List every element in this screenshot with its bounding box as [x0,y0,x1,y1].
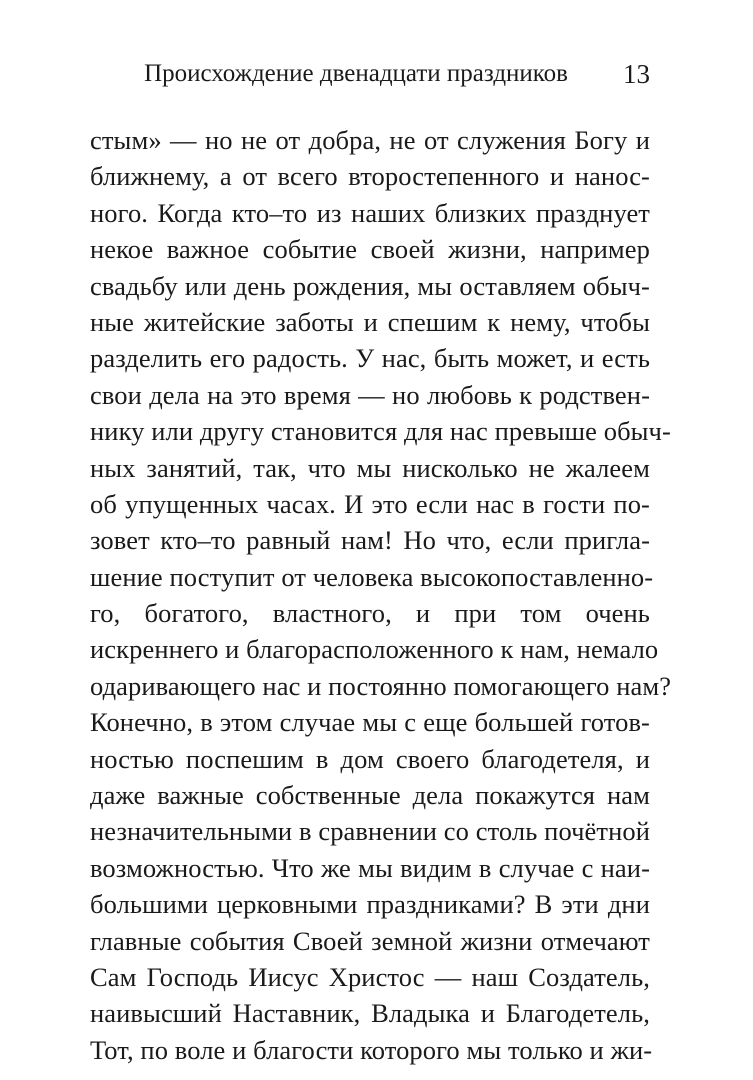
running-title: Происхождение двенадцати праздников [144,60,568,87]
text-line: стым» — но не от добра, не от служения Богу и [90,125,650,155]
text-line: искреннего и благорасположенного к нам, немало [90,634,659,665]
text-line: некое важное событие своей жизни, например [90,234,650,265]
text-line: разделить его радость. У нас, быть может, и есть [90,343,650,374]
text-line: ближнему, а от всего второстепенного и нанос- [90,161,650,192]
text-line: го, богатого, властного, и при том очень [90,598,650,629]
text-line: наивысший Наставник, Владыка и Благодетель, [90,998,650,1029]
body-text [90,122,672,1068]
text-line: свадьбу или день рождения, мы оставляем обыч- [90,270,650,301]
text-line: Сам Господь Иисус Христос — наш Создатель, [90,961,650,992]
text-line: Тот, по воле и благости которого мы только и жи- [90,1034,653,1065]
text-line: незначительными в сравнении со столь почётной [90,816,650,847]
text-line: ного. Когда кто–то из наших близких празднует [90,197,650,228]
text-line: возможностью. Что же мы видим в случае с наи- [90,852,650,883]
text-line: об упущенных часах. И это если нас в гости по- [90,488,650,519]
text-line: зовет кто–то равный нам! Но что, если пригла- [90,525,650,556]
text-line: нику или другу становится для нас превыше обыч- [90,416,671,447]
text-line: Конечно, в этом случае мы с еще большей готов- [90,707,650,738]
text-line: даже важные собственные дела покажутся нам [90,780,650,811]
text-line: свои дела на это время — но любовь к родствен- [90,379,650,410]
text-line: одаривающего нас и постоянно помогающего нам? [90,670,672,701]
page-number: 13 [623,59,650,89]
text-line: большими церковными праздниками? В эти дни [90,889,650,920]
text-line: главные события Своей земной жизни отмечают [90,925,650,956]
text-line: ных занятий, так, что мы нисколько не жалеем [90,452,650,483]
running-header [90,56,650,92]
text-line: ные житейские заботы и спешим к нему, чтобы [90,306,650,337]
text-line: шение поступит от человека высокопоставленно- [90,561,654,592]
text-line: ностью поспешим в дом своего благодетеля, и [90,743,650,774]
